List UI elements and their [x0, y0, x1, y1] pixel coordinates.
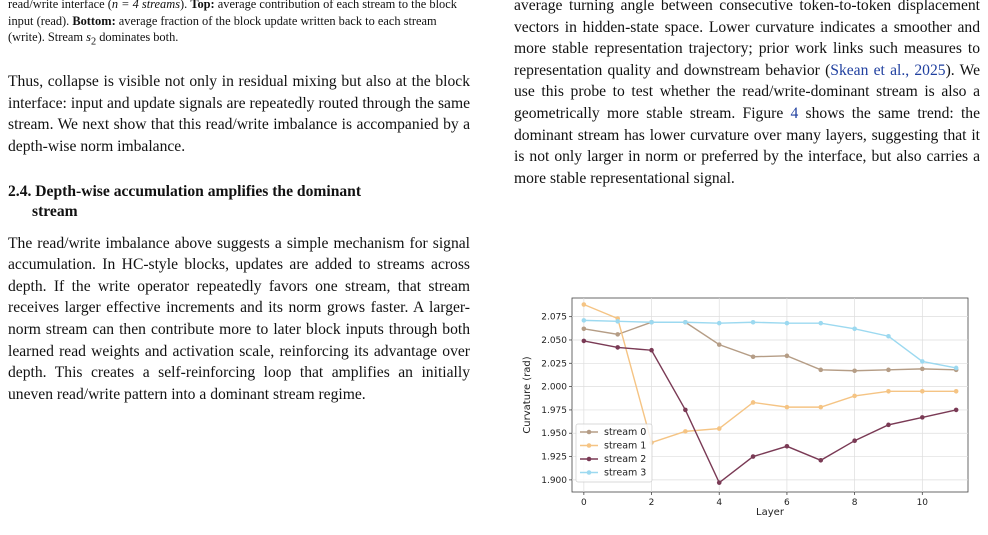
y-axis-label: Curvature (rad) — [522, 356, 533, 434]
data-point-stream-1 — [751, 400, 756, 405]
legend-entry-label: stream 0 — [604, 427, 647, 439]
caption-math-sub: 2 — [90, 36, 97, 48]
data-point-stream-3 — [683, 320, 688, 325]
data-point-stream-3 — [818, 321, 823, 326]
section-heading — [8, 182, 470, 222]
data-point-stream-2 — [615, 345, 620, 350]
data-point-stream-3 — [582, 318, 587, 323]
data-point-stream-0 — [785, 354, 790, 359]
data-point-stream-2 — [582, 339, 587, 344]
data-point-stream-3 — [717, 321, 722, 326]
data-point-stream-2 — [785, 444, 790, 449]
legend-entry-label: stream 3 — [604, 467, 647, 479]
figure-caption — [8, 0, 470, 51]
y-tick-label: 2.075 — [541, 312, 567, 323]
data-point-stream-0 — [717, 342, 722, 347]
y-tick-label: 2.025 — [541, 359, 567, 370]
data-point-stream-2 — [751, 454, 756, 459]
data-point-stream-0 — [920, 367, 925, 372]
y-tick-label: 1.925 — [541, 452, 567, 463]
data-point-stream-2 — [683, 408, 688, 413]
body-paragraph: Thus, collapse is visible not only in residual mixing but also at the block interface: input and update signals are repeatedly routed through the same stream. We next show that this read/write imbalance is accompanied by a depth-wise norm imbalance. — [8, 73, 470, 156]
caption-bottom-label: Bottom: — [72, 13, 116, 28]
data-point-stream-2 — [886, 423, 891, 428]
left-column — [8, 0, 470, 405]
right-column — [514, 0, 980, 189]
data-point-stream-0 — [751, 354, 756, 359]
caption-math: s — [86, 30, 91, 45]
data-point-stream-3 — [920, 359, 925, 364]
x-tick-label: 0 — [580, 498, 587, 508]
legend-swatch-marker — [587, 430, 592, 435]
paragraph-text: shows the same trend: the dominant stream has lower curvature over many layers, suggesting that it is not only larger in norm or preferred by the interface, but also carries a more stable representational signal. — [514, 104, 981, 187]
x-tick-label: 8 — [851, 498, 858, 508]
section-number: 2.4. — [8, 182, 32, 200]
caption-top-label: Top: — [190, 0, 215, 11]
data-point-stream-2 — [717, 480, 722, 485]
paragraph-text: average turning angle between consecutive token-to-token displacement vectors in hidden-state space. Lower curvature indicates a smoother and more stable representation trajectory; prior work links such measures to representation quality and downstream behavior ( — [514, 0, 980, 79]
legend-entry-label: stream 1 — [604, 440, 647, 452]
data-point-stream-2 — [818, 458, 823, 463]
legend-swatch-marker — [587, 443, 592, 448]
x-tick-label: 10 — [916, 498, 929, 508]
data-point-stream-0 — [615, 332, 620, 337]
data-point-stream-2 — [920, 415, 925, 420]
data-point-stream-3 — [886, 334, 891, 339]
y-tick-label: 2.050 — [541, 335, 567, 346]
y-tick-label: 2.000 — [541, 382, 567, 393]
legend-swatch-marker — [587, 470, 592, 475]
x-tick-label: 2 — [648, 498, 655, 508]
data-point-stream-2 — [852, 438, 857, 443]
legend-swatch-marker — [587, 457, 592, 462]
data-point-stream-1 — [717, 426, 722, 431]
data-point-stream-1 — [920, 389, 925, 394]
data-point-stream-1 — [582, 302, 587, 307]
citation-link[interactable]: Skean et al., 2025 — [830, 61, 946, 79]
data-point-stream-0 — [818, 368, 823, 373]
caption-text: average fraction of the block update written back to each stream (write). Stream — [8, 13, 437, 45]
data-point-stream-0 — [886, 368, 891, 373]
data-point-stream-0 — [582, 326, 587, 331]
data-point-stream-1 — [818, 405, 823, 410]
y-tick-label: 1.900 — [541, 475, 567, 486]
x-axis-label: Layer — [756, 507, 784, 518]
section-title: stream — [32, 202, 78, 220]
paragraph-text: ). We use this probe to test whether the read/write-dominant stream is also a geometrically more stable stream. Figure — [514, 61, 980, 122]
data-point-stream-1 — [886, 389, 891, 394]
data-point-stream-1 — [785, 405, 790, 410]
data-point-stream-1 — [683, 429, 688, 434]
data-point-stream-1 — [852, 394, 857, 399]
legend-entry-label: stream 2 — [604, 454, 647, 466]
body-paragraph — [514, 0, 980, 189]
data-point-stream-2 — [954, 408, 959, 413]
data-point-stream-2 — [649, 348, 654, 353]
caption-text: average contribution of each stream to the block input (read). — [8, 0, 457, 28]
series-line-stream-3 — [584, 320, 956, 368]
data-point-stream-3 — [785, 321, 790, 326]
data-point-stream-0 — [852, 368, 857, 373]
data-point-stream-3 — [852, 326, 857, 331]
x-tick-label: 6 — [784, 498, 790, 508]
legend — [576, 424, 652, 482]
data-point-stream-3 — [615, 319, 620, 324]
data-point-stream-3 — [649, 320, 654, 325]
data-point-stream-3 — [954, 366, 959, 371]
caption-text: read/write interface ( — [8, 0, 112, 11]
caption-math: n = 4 streams — [111, 0, 181, 11]
caption-text: dominates both. — [96, 30, 179, 45]
data-point-stream-1 — [954, 389, 959, 394]
curvature-line-chart — [514, 290, 980, 520]
body-paragraph: The read/write imbalance above suggests a simple mechanism for signal accumulation. In HC-style blocks, updates are added to streams across depth. If the write operator repeatedly favors one stream, that stream receives larger effective increments and its norm grows faster. A larger-norm stream can then contribute more to later block inputs through both learned read weights and activation scale, reinforcing its advantage over depth. This creates a self-reinforcing loop that amplifies an initially uneven read/write pattern into a dominant stream regime. — [8, 234, 470, 403]
figure-reference-link[interactable]: 4 — [790, 104, 799, 122]
section-title: Depth-wise accumulation amplifies the dominant — [35, 182, 362, 200]
y-tick-label: 1.950 — [541, 429, 567, 440]
caption-text: ). — [180, 0, 191, 11]
x-tick-label: 4 — [716, 498, 723, 508]
data-point-stream-3 — [751, 320, 756, 325]
y-tick-label: 1.975 — [541, 405, 567, 416]
curvature-figure — [514, 290, 980, 520]
